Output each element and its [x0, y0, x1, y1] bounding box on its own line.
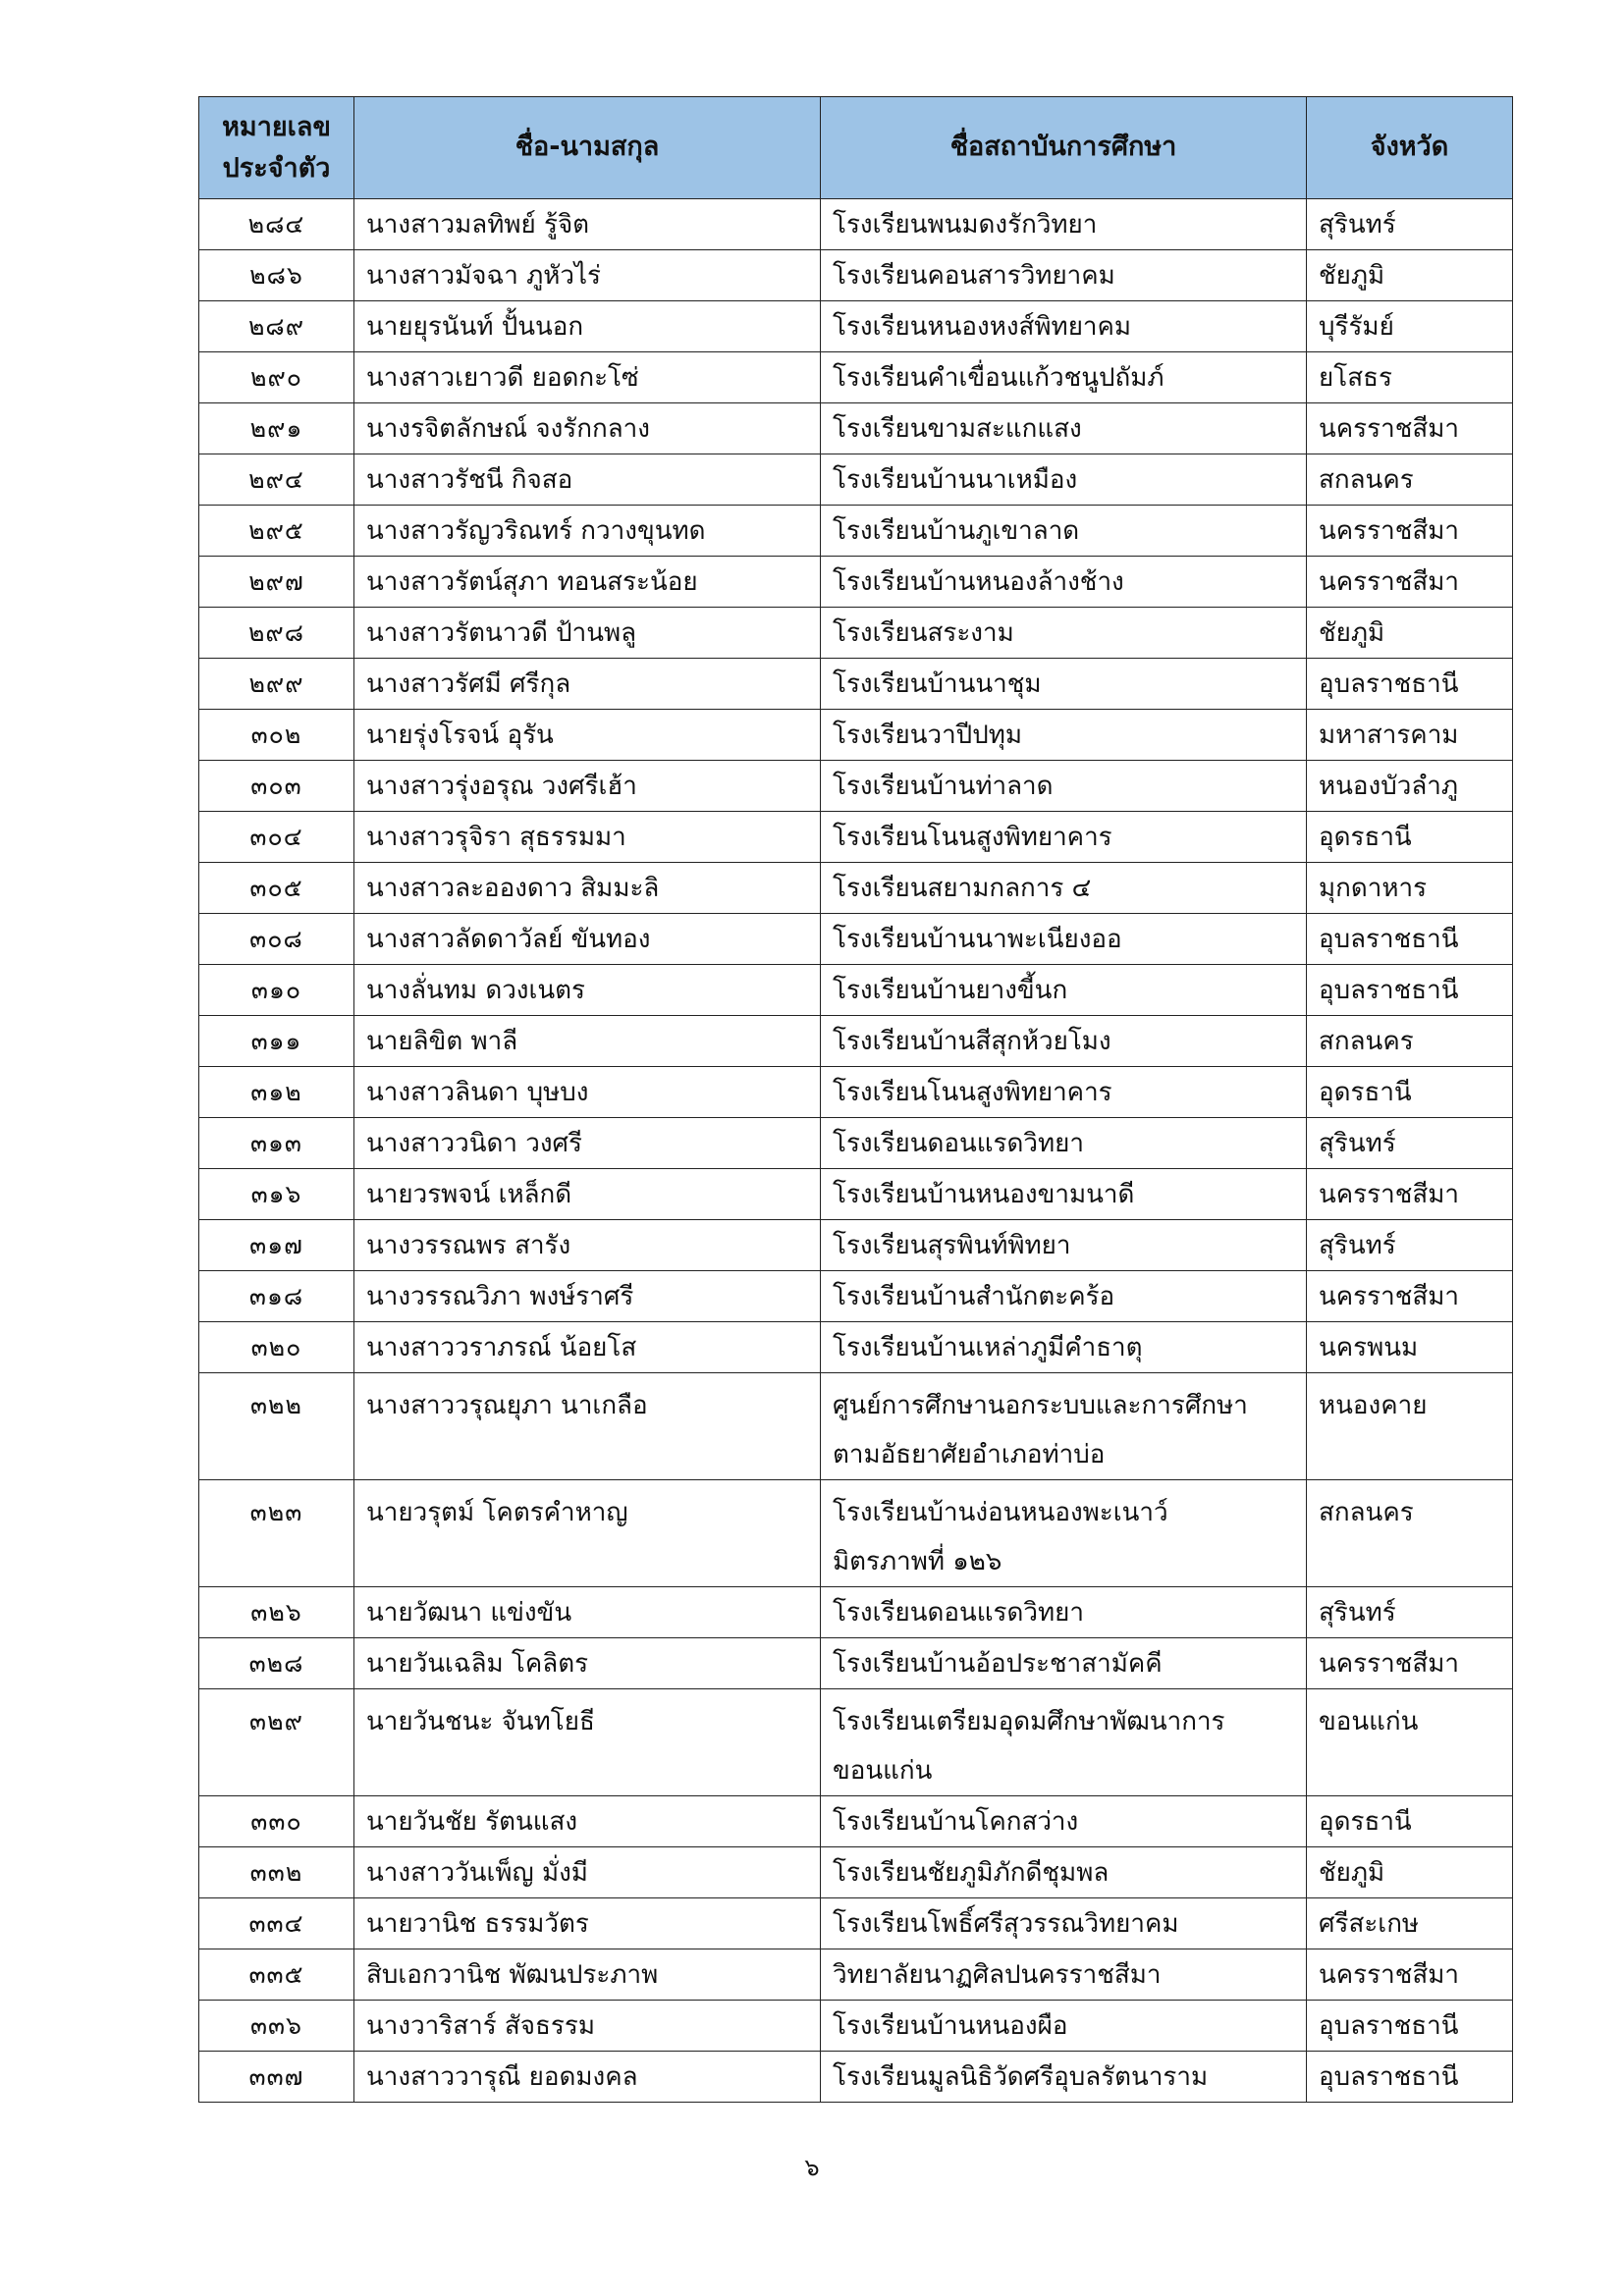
institution-line: โรงเรียนวาปีปทุม [833, 721, 1022, 750]
cell-name: นางวรรณพร สารัง [354, 1220, 821, 1271]
cell-name: นายยุรนันท์ ปั้นนอก [354, 301, 821, 352]
cell-province: อุบลราชธานี [1307, 2052, 1513, 2103]
cell-name: นางวรรณวิภา พงษ์ราศรี [354, 1271, 821, 1322]
cell-name: นางสาวลัดดาวัลย์ ขันทอง [354, 914, 821, 965]
cell-province: อุบลราชธานี [1307, 2001, 1513, 2052]
cell-name: นางสาววนิดา วงศรี [354, 1118, 821, 1169]
cell-id: ๓๓๔ [199, 1898, 354, 1949]
table-row [199, 557, 1513, 608]
table-row [199, 1796, 1513, 1847]
header-province: จังหวัด [1307, 97, 1513, 199]
cell-institution [821, 1689, 1307, 1796]
cell-institution [821, 352, 1307, 403]
cell-id: ๓๐๓ [199, 761, 354, 812]
cell-id: ๓๒๐ [199, 1322, 354, 1373]
cell-institution [821, 506, 1307, 557]
institution-line: โรงเรียนคำเขื่อนแก้วชนูปถัมภ์ [833, 363, 1164, 393]
cell-province: อุบลราชธานี [1307, 965, 1513, 1016]
institution-line: โรงเรียนพนมดงรักวิทยา [833, 210, 1098, 240]
table-row [199, 301, 1513, 352]
cell-id: ๓๑๗ [199, 1220, 354, 1271]
cell-id: ๒๘๔ [199, 199, 354, 250]
cell-province: นครราชสีมา [1307, 403, 1513, 454]
institution-line: โรงเรียนบ้านอ้อประชาสามัคคี [833, 1649, 1163, 1679]
institution-line: โรงเรียนโนนสูงพิทยาคาร [833, 823, 1112, 852]
header-id-line1: หมายเลข [222, 111, 331, 142]
institution-line: โรงเรียนบ้านยางขี้นก [833, 976, 1068, 1005]
table-row [199, 1898, 1513, 1949]
table-row [199, 454, 1513, 506]
cell-province: นครราชสีมา [1307, 1169, 1513, 1220]
institution-line: โรงเรียนดอนแรดวิทยา [833, 1598, 1084, 1628]
cell-province: หนองคาย [1307, 1373, 1513, 1480]
cell-id: ๒๘๙ [199, 301, 354, 352]
cell-name: นางสาววันเพ็ญ มั่งมี [354, 1847, 821, 1898]
cell-institution [821, 812, 1307, 863]
cell-id: ๒๙๐ [199, 352, 354, 403]
cell-name: นายวานิช ธรรมวัตร [354, 1898, 821, 1949]
institution-line: โรงเรียนคอนสารวิทยาคม [833, 261, 1115, 291]
cell-name: นายวรพจน์ เหล็กดี [354, 1169, 821, 1220]
table-row [199, 403, 1513, 454]
cell-institution [821, 1638, 1307, 1689]
institution-line: ศูนย์การศึกษานอกระบบและการศึกษา [833, 1391, 1248, 1420]
cell-id: ๒๙๗ [199, 557, 354, 608]
cell-id: ๒๙๑ [199, 403, 354, 454]
cell-institution [821, 608, 1307, 659]
cell-id: ๓๒๙ [199, 1689, 354, 1796]
institution-line: โรงเรียนบ้านโคกสว่าง [833, 1807, 1079, 1837]
table-row [199, 1587, 1513, 1638]
cell-institution [821, 403, 1307, 454]
cell-id: ๓๑๘ [199, 1271, 354, 1322]
institution-line: ขอนแก่น [833, 1756, 933, 1786]
institution-line: โรงเรียนบ้านสำนักตะคร้อ [833, 1282, 1115, 1311]
cell-id: ๓๓๖ [199, 2001, 354, 2052]
cell-id: ๓๓๒ [199, 1847, 354, 1898]
institution-line: โรงเรียนมูลนิธิวัดศรีอุบลรัตนาราม [833, 2062, 1209, 2092]
cell-institution [821, 1587, 1307, 1638]
cell-institution [821, 659, 1307, 710]
cell-name: นายวันเฉลิม โคลิตร [354, 1638, 821, 1689]
cell-institution [821, 1373, 1307, 1480]
table-row [199, 1847, 1513, 1898]
cell-institution [821, 2001, 1307, 2052]
cell-name: นางสาวรุ่งอรุณ วงศรีเฮ้า [354, 761, 821, 812]
header-row [199, 97, 1513, 199]
cell-institution [821, 1322, 1307, 1373]
cell-institution [821, 1118, 1307, 1169]
header-name: ชื่อ-นามสกุล [354, 97, 821, 199]
cell-id: ๓๐๕ [199, 863, 354, 914]
cell-institution [821, 965, 1307, 1016]
cell-id: ๓๒๘ [199, 1638, 354, 1689]
cell-id: ๓๓๕ [199, 1949, 354, 2001]
cell-province: อุดรธานี [1307, 1067, 1513, 1118]
cell-id: ๒๙๔ [199, 454, 354, 506]
cell-institution [821, 863, 1307, 914]
table-row [199, 659, 1513, 710]
cell-name: นางสาวละอองดาว สิมมะลิ [354, 863, 821, 914]
table-row [199, 1118, 1513, 1169]
cell-name: นางสาวเยาวดี ยอดกะโซ่ [354, 352, 821, 403]
cell-province: นครพนม [1307, 1322, 1513, 1373]
cell-id: ๓๐๒ [199, 710, 354, 761]
cell-name: นางสาวรัตนาวดี ป้านพลู [354, 608, 821, 659]
table-row [199, 1480, 1513, 1587]
table-row [199, 1638, 1513, 1689]
cell-province: ยโสธร [1307, 352, 1513, 403]
cell-id: ๓๒๖ [199, 1587, 354, 1638]
cell-province: ชัยภูมิ [1307, 250, 1513, 301]
cell-institution [821, 454, 1307, 506]
cell-province: สกลนคร [1307, 454, 1513, 506]
cell-id: ๓๑๒ [199, 1067, 354, 1118]
table-row [199, 1016, 1513, 1067]
cell-id: ๓๑๓ [199, 1118, 354, 1169]
header-institution: ชื่อสถาบันการศึกษา [821, 97, 1307, 199]
cell-institution [821, 199, 1307, 250]
table-row [199, 250, 1513, 301]
institution-line: โรงเรียนชัยภูมิภักดีชุมพล [833, 1858, 1110, 1888]
page-number: ๖ [804, 2154, 820, 2181]
cell-name: นายวันชัย รัตนแสง [354, 1796, 821, 1847]
table-body [199, 199, 1513, 2103]
cell-province: บุรีรัมย์ [1307, 301, 1513, 352]
cell-name: นางสาวมัจฉา ภูหัวไร่ [354, 250, 821, 301]
cell-province: สุรินทร์ [1307, 1220, 1513, 1271]
institution-line: โรงเรียนบ้านนาเหมือง [833, 465, 1078, 495]
table-row [199, 608, 1513, 659]
cell-name: นางลั่นทม ดวงเนตร [354, 965, 821, 1016]
table-row [199, 1949, 1513, 2001]
cell-id: ๓๐๘ [199, 914, 354, 965]
cell-name: นายวรุตม์ โคตรคำหาญ [354, 1480, 821, 1587]
cell-institution [821, 250, 1307, 301]
cell-id: ๓๒๒ [199, 1373, 354, 1480]
institution-line: โรงเรียนบ้านหนองผือ [833, 2011, 1068, 2041]
header-id [199, 97, 354, 199]
cell-institution [821, 1220, 1307, 1271]
cell-name: นางสาวรุจิรา สุธรรมมา [354, 812, 821, 863]
cell-id: ๒๙๘ [199, 608, 354, 659]
cell-institution [821, 1016, 1307, 1067]
cell-province: อุบลราชธานี [1307, 914, 1513, 965]
roster-table [198, 96, 1513, 2103]
cell-province: หนองบัวลำภู [1307, 761, 1513, 812]
cell-institution [821, 557, 1307, 608]
cell-province: สุรินทร์ [1307, 199, 1513, 250]
table-row [199, 1689, 1513, 1796]
cell-id: ๓๓๗ [199, 2052, 354, 2103]
table-row [199, 199, 1513, 250]
table-row [199, 1067, 1513, 1118]
table-row [199, 506, 1513, 557]
institution-line: มิตรภาพที่ ๑๒๖ [833, 1547, 1002, 1576]
institution-line: โรงเรียนดอนแรดวิทยา [833, 1129, 1084, 1158]
cell-institution [821, 1898, 1307, 1949]
institution-line: โรงเรียนสุรพินท์พิทยา [833, 1231, 1071, 1260]
cell-institution [821, 914, 1307, 965]
cell-province: นครราชสีมา [1307, 1949, 1513, 2001]
institution-line: วิทยาลัยนาฏศิลปนครราชสีมา [833, 1960, 1162, 1990]
cell-institution [821, 1949, 1307, 2001]
institution-line: โรงเรียนสยามกลการ ๔ [833, 874, 1092, 903]
cell-id: ๓๐๔ [199, 812, 354, 863]
cell-id: ๓๓๐ [199, 1796, 354, 1847]
cell-institution [821, 710, 1307, 761]
cell-name: นางวาริสาร์ สัจธรรม [354, 2001, 821, 2052]
cell-id: ๒๘๖ [199, 250, 354, 301]
cell-institution [821, 1480, 1307, 1587]
cell-province: ชัยภูมิ [1307, 1847, 1513, 1898]
cell-province: สกลนคร [1307, 1480, 1513, 1587]
institution-line: โรงเรียนโพธิ์ศรีสุวรรณวิทยาคม [833, 1909, 1179, 1939]
cell-province: สุรินทร์ [1307, 1587, 1513, 1638]
cell-province: สุรินทร์ [1307, 1118, 1513, 1169]
table-header [199, 97, 1513, 199]
institution-line: โรงเรียนบ้านนาชุม [833, 669, 1042, 699]
cell-name: นางสาววรุณยุภา นาเกลือ [354, 1373, 821, 1480]
institution-line: โรงเรียนบ้านสีสุกห้วยโมง [833, 1027, 1111, 1056]
cell-id: ๒๙๙ [199, 659, 354, 710]
cell-id: ๓๑๖ [199, 1169, 354, 1220]
cell-id: ๓๑๐ [199, 965, 354, 1016]
cell-institution [821, 1271, 1307, 1322]
cell-province: ศรีสะเกษ [1307, 1898, 1513, 1949]
cell-name: สิบเอกวานิช พัฒนประภาพ [354, 1949, 821, 2001]
table-row [199, 812, 1513, 863]
cell-name: นางสาวรัชนี กิจสอ [354, 454, 821, 506]
cell-province: ขอนแก่น [1307, 1689, 1513, 1796]
cell-institution [821, 761, 1307, 812]
institution-line: โรงเรียนบ้านง่อนหนองพะเนาว์ [833, 1498, 1168, 1527]
table-row [199, 352, 1513, 403]
table-row [199, 710, 1513, 761]
cell-province: นครราชสีมา [1307, 1638, 1513, 1689]
cell-province: มหาสารคาม [1307, 710, 1513, 761]
institution-line: โรงเรียนขามสะแกแสง [833, 414, 1082, 444]
table-row [199, 2001, 1513, 2052]
institution-line: โรงเรียนสระงาม [833, 618, 1014, 648]
cell-name: นางสาววารุณี ยอดมงคล [354, 2052, 821, 2103]
institution-line: โรงเรียนหนองหงส์พิทยาคม [833, 312, 1132, 342]
table-row [199, 1322, 1513, 1373]
cell-id: ๒๙๕ [199, 506, 354, 557]
table-row [199, 1169, 1513, 1220]
table-row [199, 965, 1513, 1016]
table-row [199, 2052, 1513, 2103]
institution-line: ตามอัธยาศัยอำเภอท่าบ่อ [833, 1440, 1106, 1469]
cell-name: นางรจิตลักษณ์ จงรักกลาง [354, 403, 821, 454]
institution-line: โรงเรียนบ้านนาพะเนียงออ [833, 925, 1122, 954]
cell-institution [821, 301, 1307, 352]
institution-line: โรงเรียนบ้านเหล่าภูมีคำธาตุ [833, 1333, 1143, 1362]
table-row [199, 863, 1513, 914]
cell-province: ชัยภูมิ [1307, 608, 1513, 659]
cell-province: นครราชสีมา [1307, 557, 1513, 608]
cell-name: นายวัฒนา แข่งขัน [354, 1587, 821, 1638]
cell-institution [821, 1067, 1307, 1118]
institution-line: โรงเรียนบ้านหนองขามนาดี [833, 1180, 1135, 1209]
cell-name: นายรุ่งโรจน์ อุรัน [354, 710, 821, 761]
table-row [199, 1373, 1513, 1480]
institution-line: โรงเรียนบ้านท่าลาด [833, 772, 1054, 801]
cell-id: ๓๒๓ [199, 1480, 354, 1587]
cell-institution [821, 1169, 1307, 1220]
cell-name: นายลิขิต พาลี [354, 1016, 821, 1067]
table-row [199, 761, 1513, 812]
cell-province: นครราชสีมา [1307, 506, 1513, 557]
cell-name: นางสาวลินดา บุษบง [354, 1067, 821, 1118]
table-row [199, 914, 1513, 965]
cell-institution [821, 1847, 1307, 1898]
cell-name: นางสาววราภรณ์ น้อยโส [354, 1322, 821, 1373]
cell-province: นครราชสีมา [1307, 1271, 1513, 1322]
cell-name: นายวันชนะ จันทโยธี [354, 1689, 821, 1796]
cell-name: นางสาวรัตน์สุภา ทอนสระน้อย [354, 557, 821, 608]
institution-line: โรงเรียนบ้านภูเขาลาด [833, 516, 1080, 546]
table-row [199, 1220, 1513, 1271]
cell-institution [821, 1796, 1307, 1847]
cell-province: อุดรธานี [1307, 1796, 1513, 1847]
cell-province: มุกดาหาร [1307, 863, 1513, 914]
cell-province: สกลนคร [1307, 1016, 1513, 1067]
cell-name: นางสาวรัญวริณทร์ กวางขุนทด [354, 506, 821, 557]
institution-line: โรงเรียนเตรียมอุดมศึกษาพัฒนาการ [833, 1707, 1225, 1736]
institution-line: โรงเรียนโนนสูงพิทยาคาร [833, 1078, 1112, 1107]
institution-line: โรงเรียนบ้านหนองล้างช้าง [833, 567, 1124, 597]
cell-name: นางสาวมลทิพย์ รู้จิต [354, 199, 821, 250]
table-row [199, 1271, 1513, 1322]
cell-institution [821, 2052, 1307, 2103]
cell-id: ๓๑๑ [199, 1016, 354, 1067]
cell-province: อุบลราชธานี [1307, 659, 1513, 710]
cell-province: อุดรธานี [1307, 812, 1513, 863]
header-id-line2: ประจำตัว [222, 152, 331, 184]
cell-name: นางสาวรัศมี ศรีกุล [354, 659, 821, 710]
